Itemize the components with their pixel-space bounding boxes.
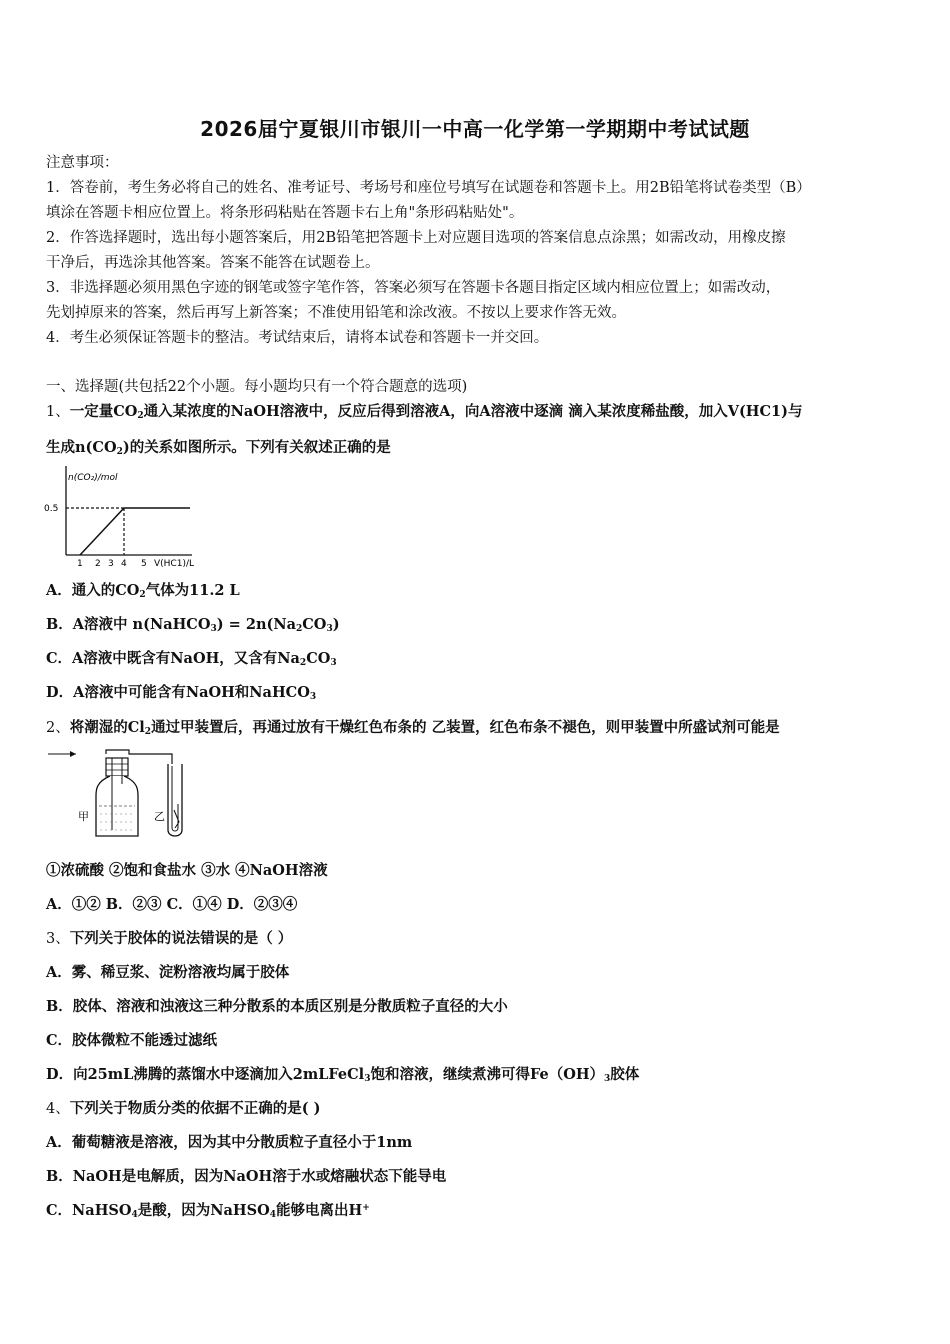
q3-option-b: B．胶体、溶液和浊液这三种分散系的本质区别是分散质粒子直径的大小 bbox=[46, 998, 508, 1015]
label-yi: 乙 bbox=[154, 810, 165, 823]
q1-stem-d: )的关系如图所示。下列有关叙述正确的是 bbox=[122, 439, 391, 456]
q1-option-a-text: A．通入的CO bbox=[46, 582, 140, 599]
q1-option-b-text-4: ) bbox=[332, 616, 340, 633]
q4-option-b: B．NaOH是电解质，因为NaOH溶于水或熔融状态下能导电 bbox=[46, 1168, 447, 1185]
rising-line bbox=[80, 508, 124, 555]
q3-option-d bbox=[46, 1065, 639, 1085]
q1-option-c-text: C．A溶液中既含有NaOH，又含有Na bbox=[46, 650, 300, 667]
q1-sub: 3 bbox=[326, 624, 333, 634]
x-axis-label: V(HC1)/L bbox=[154, 559, 195, 569]
y-value-label: 0.5 bbox=[44, 504, 59, 514]
stopper bbox=[106, 758, 128, 776]
q1-option-b-text-2: ) = 2n(Na bbox=[216, 616, 296, 633]
arrow-head bbox=[70, 751, 76, 757]
q4-number: 4、 bbox=[46, 1101, 70, 1117]
q4-sub: 4 bbox=[269, 1210, 276, 1220]
q2-options: A．①② B．②③ C．①④ D．②③④ bbox=[46, 896, 298, 913]
q1-stem-line-2 bbox=[46, 438, 391, 458]
q4-sup: + bbox=[362, 1203, 370, 1213]
q1-option-c bbox=[46, 649, 337, 669]
q1-sub: 2 bbox=[139, 590, 146, 600]
q2-reagents: ①浓硫酸 ②饱和食盐水 ③水 ④NaOH溶液 bbox=[46, 862, 328, 879]
q1-option-b-text: B．A溶液中 n(NaHCO bbox=[46, 616, 211, 633]
x-tick-5: 5 bbox=[141, 559, 147, 569]
x-tick-1: 1 bbox=[77, 559, 83, 569]
q1-option-a bbox=[46, 581, 240, 601]
q1-number: 1、 bbox=[46, 404, 70, 420]
notice-line-4: 干净后，再选涂其他答案。答案不能答在试题卷上。 bbox=[46, 255, 380, 271]
q3-sub: 3 bbox=[604, 1074, 611, 1084]
notice-line-3: 2．作答选择题时，选出每小题答案后，用2B铅笔把答题卡上对应题目选项的答案信息点涂黑；如需改动，用橡皮擦 bbox=[46, 230, 786, 246]
q1-option-a-text-2: 气体为11.2 L bbox=[145, 582, 240, 599]
q2-apparatus bbox=[44, 744, 204, 844]
q3-option-d-text-3: 胶体 bbox=[610, 1066, 640, 1083]
q3-option-d-text: D．向25mL沸腾的蒸馏水中逐滴加入2mLFeCl bbox=[46, 1066, 365, 1083]
q2-number: 2、 bbox=[46, 720, 70, 736]
inner-tube bbox=[172, 766, 178, 831]
q1-graph bbox=[40, 462, 200, 572]
q1-stem-a: 一定量CO bbox=[69, 403, 138, 420]
q4-option-c-text: C．NaHSO bbox=[46, 1202, 132, 1219]
q3-sub: 3 bbox=[364, 1074, 371, 1084]
q4-stem bbox=[46, 1099, 321, 1119]
q1-stem-b: 通入某浓度的NaOH溶液中，反应后得到溶液A，向A溶液中逐滴 滴入某浓度稀盐酸，加入V(HC1)与 bbox=[143, 403, 803, 420]
q1-sub: 3 bbox=[210, 624, 217, 634]
q1-sub: 2 bbox=[296, 624, 303, 634]
drying-tube-yi bbox=[168, 764, 182, 836]
q1-sub: 3 bbox=[309, 692, 317, 702]
q2-stem-b: 通过甲装置后，再通过放有干燥红色布条的 乙装置，红色布条不褪色，则甲装置中所盛试剂可能是 bbox=[151, 719, 780, 736]
q4-stem-text: 下列关于物质分类的依据不正确的是( ) bbox=[69, 1100, 321, 1117]
q2-sub: 2 bbox=[144, 727, 152, 737]
q2-stem bbox=[46, 718, 780, 738]
y-axis-label: n(CO₂)/mol bbox=[68, 473, 118, 483]
label-jia: 甲 bbox=[78, 810, 89, 823]
q1-option-c-text-2: CO bbox=[306, 650, 331, 667]
q1-stem-line-1 bbox=[46, 402, 803, 422]
q1-option-b-text-3: CO bbox=[302, 616, 327, 633]
notice-line-5: 3．非选择题必须用黑色字迹的钢笔或签字笔作答，答案必须写在答题卡各题目指定区域内相应位置上；如需改动， bbox=[46, 280, 781, 296]
q3-option-d-text-2: 饱和溶液，继续煮沸可得Fe（OH） bbox=[370, 1066, 605, 1083]
q1-option-b bbox=[46, 615, 340, 635]
section-heading: 一、选择题(共包括22个小题。每小题均只有一个符合题意的选项) bbox=[46, 379, 468, 395]
q1-stem-c: 生成n(CO bbox=[46, 439, 117, 456]
q4-option-a: A．葡萄糖液是溶液，因为其中分散质粒子直径小于1nm bbox=[46, 1134, 413, 1151]
q1-sub: 2 bbox=[116, 447, 123, 457]
q2-stem-a: 将潮湿的Cl bbox=[69, 719, 145, 736]
q4-option-c bbox=[46, 1201, 370, 1221]
q3-stem-text: 下列关于胶体的说法错误的是（ ） bbox=[69, 930, 293, 947]
q1-sub: 2 bbox=[137, 411, 144, 421]
notice-heading: 注意事项： bbox=[46, 155, 119, 171]
q1-sub: 3 bbox=[330, 658, 337, 668]
exam-title: 2026届宁夏银川市银川一中高一化学第一学期期中考试试题 bbox=[200, 117, 750, 141]
x-tick-3: 3 bbox=[108, 559, 114, 569]
notice-line-6: 先划掉原来的答案，然后再写上新答案；不准使用铅笔和涂改液。不按以上要求作答无效。 bbox=[46, 305, 626, 321]
x-tick-4: 4 bbox=[121, 559, 127, 569]
q3-stem bbox=[46, 929, 292, 949]
connecting-tube bbox=[106, 750, 166, 754]
q1-option-d-text: D．A溶液中可能含有NaOH和NaHCO bbox=[46, 684, 310, 701]
q4-option-c-text-3: 能够电离出H bbox=[275, 1202, 363, 1219]
notice-line-2: 填涂在答题卡相应位置上。将条形码粘贴在答题卡右上角"条形码粘贴处"。 bbox=[46, 205, 524, 221]
notice-line-7: 4．考生必须保证答题卡的整洁。考试结束后，请将本试卷和答题卡一并交回。 bbox=[46, 330, 549, 346]
q1-option-d bbox=[46, 683, 316, 703]
q4-sub: 4 bbox=[131, 1210, 138, 1220]
q1-sub: 2 bbox=[299, 658, 307, 668]
notice-line-1: 1．答卷前，考生务必将自己的姓名、准考证号、考场号和座位号填写在试题卷和答题卡上。用2B铅笔将试卷类型（B） bbox=[46, 180, 811, 196]
q4-option-c-text-2: 是酸，因为NaHSO bbox=[137, 1202, 270, 1219]
q3-option-c: C．胶体微粒不能透过滤纸 bbox=[46, 1032, 218, 1049]
outlet-tube bbox=[166, 754, 172, 764]
q3-number: 3、 bbox=[46, 931, 70, 947]
q3-option-a: A．雾、稀豆浆、淀粉溶液均属于胶体 bbox=[46, 964, 290, 981]
x-tick-2: 2 bbox=[95, 559, 101, 569]
